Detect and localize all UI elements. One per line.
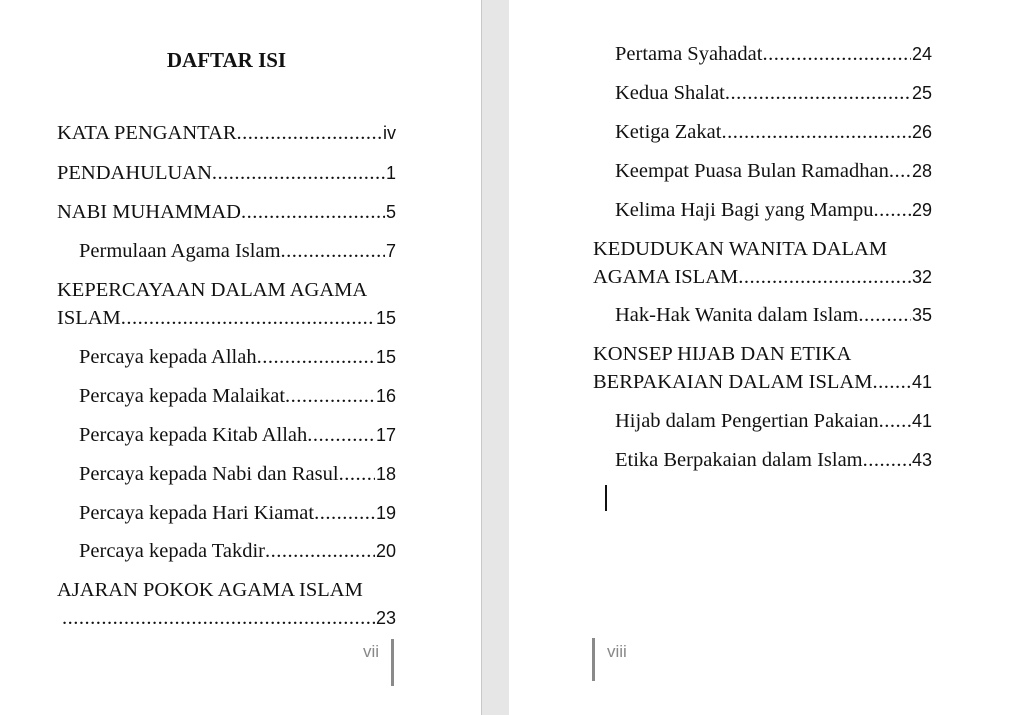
- dot-leader: [339, 461, 375, 487]
- footer-margin-marker: [391, 639, 394, 686]
- toc-page-number: 7: [385, 241, 396, 261]
- toc-entry-line: [615, 302, 932, 328]
- toc-entry-title: Ketiga Zakat: [615, 121, 722, 143]
- toc-entry-title: BERPAKAIAN DALAM ISLAM: [593, 371, 873, 393]
- page-gutter: [481, 0, 510, 715]
- toc-entry-title: Percaya kepada Nabi dan Rasul: [79, 463, 339, 485]
- toc-page-number: 26: [911, 122, 932, 142]
- toc-entry-title: AGAMA ISLAM: [593, 266, 739, 288]
- footer-margin-marker: [592, 638, 595, 681]
- toc-page-number: 25: [911, 83, 932, 103]
- dot-leader: [307, 422, 375, 448]
- toc-entry-line: [593, 264, 932, 290]
- toc-page-number: 41: [911, 411, 932, 431]
- toc-entry-title: PENDAHULUAN: [57, 162, 212, 184]
- toc-page-number: 29: [911, 200, 932, 220]
- dot-leader: [265, 538, 375, 564]
- toc-entry-line: [615, 158, 932, 184]
- toc-page-number: 32: [911, 267, 932, 287]
- toc-page-number: 17: [375, 425, 396, 445]
- page-number-right: viii: [607, 642, 627, 661]
- toc-entry-heading-line: AJARAN POKOK AGAMA ISLAM: [57, 579, 363, 601]
- toc-entry-title: Percaya kepada Takdir: [79, 540, 266, 562]
- dot-leader: [281, 238, 385, 264]
- toc-entry-title: Keempat Puasa Bulan Ramadhan: [615, 160, 889, 182]
- toc-entry-line: [62, 605, 396, 631]
- toc-page-number: iv: [383, 123, 396, 143]
- toc-entry-title: ISLAM: [57, 307, 121, 329]
- toc-entry-line: [615, 197, 932, 223]
- toc-entry-line: [79, 344, 396, 370]
- toc-page-number: 20: [375, 541, 396, 561]
- toc-entry-line: [57, 199, 396, 225]
- toc-entry-line: [79, 461, 396, 487]
- dot-leader: [738, 264, 911, 290]
- dot-leader: [257, 344, 375, 370]
- toc-page-number: 35: [911, 305, 932, 325]
- toc-entry-line: [615, 41, 932, 67]
- dot-leader: [879, 408, 911, 434]
- toc-entry-line: [57, 305, 396, 331]
- dot-leader: [863, 447, 911, 473]
- toc-entry-title: Pertama Syahadat: [615, 43, 763, 65]
- dot-leader: [121, 305, 375, 331]
- toc-page-number: 15: [375, 308, 396, 328]
- dot-leader: [858, 302, 911, 328]
- toc-page-number: 16: [375, 386, 396, 406]
- dot-leader: [872, 369, 911, 395]
- dot-leader: [62, 605, 375, 631]
- toc-title: DAFTAR ISI: [166, 48, 287, 72]
- toc-page-number: 19: [375, 503, 396, 523]
- toc-entry-line: [79, 422, 396, 448]
- toc-page-number: 18: [375, 464, 396, 484]
- toc-entry-line: [79, 538, 396, 564]
- toc-page-number: 5: [385, 202, 396, 222]
- toc-entry-line: [57, 160, 396, 186]
- dot-leader: [237, 120, 382, 146]
- dot-leader: [285, 383, 375, 409]
- dot-leader: [212, 160, 385, 186]
- toc-page-number: 41: [911, 372, 932, 392]
- toc-entry-line: [615, 80, 932, 106]
- toc-entry-line: [593, 369, 932, 395]
- toc-entry-title: Percaya kepada Kitab Allah: [79, 424, 308, 446]
- dot-leader: [873, 197, 910, 223]
- toc-page-number: 23: [375, 608, 396, 628]
- dot-leader: [721, 119, 911, 145]
- right-page[interactable]: [509, 0, 1015, 715]
- toc-page-number: 1: [385, 163, 396, 183]
- toc-entry-line: [79, 500, 396, 526]
- toc-entry-heading-line: KEPERCAYAAN DALAM AGAMA: [57, 279, 368, 301]
- toc-entry-line: [615, 408, 932, 434]
- toc-page-number: 43: [911, 450, 932, 470]
- toc-entry-title: Etika Berpakaian dalam Islam: [615, 449, 863, 471]
- toc-entry-title: Permulaan Agama Islam: [79, 240, 281, 262]
- toc-entry-line: [79, 383, 396, 409]
- left-page[interactable]: [0, 0, 481, 715]
- toc-entry-line: [79, 238, 396, 264]
- toc-entry-title: Percaya kepada Malaikat: [79, 385, 286, 407]
- toc-entry-heading-line: KONSEP HIJAB DAN ETIKA: [593, 343, 852, 365]
- toc-page-number: 28: [911, 161, 932, 181]
- toc-entry-heading-line: KEDUDUKAN WANITA DALAM: [593, 238, 888, 260]
- toc-entry-title: Percaya kepada Hari Kiamat: [79, 502, 315, 524]
- dot-leader: [762, 41, 911, 67]
- page-number-left: vii: [363, 642, 380, 661]
- toc-entry-title: KATA PENGANTAR: [57, 122, 237, 144]
- dot-leader: [241, 199, 385, 225]
- toc-entry-title: Percaya kepada Allah: [79, 346, 257, 368]
- toc-entry-title: Kelima Haji Bagi yang Mampu: [615, 199, 874, 221]
- toc-page-number: 15: [375, 347, 396, 367]
- dot-leader: [314, 500, 375, 526]
- toc-page-number: 24: [911, 44, 932, 64]
- toc-entry-line: [615, 447, 932, 473]
- dot-leader: [725, 80, 911, 106]
- toc-entry-title: Hijab dalam Pengertian Pakaian: [615, 410, 879, 432]
- toc-entry-title: Kedua Shalat: [615, 82, 725, 104]
- toc-entry-line: [615, 119, 932, 145]
- toc-entry-line: [57, 120, 396, 146]
- dot-leader: [889, 158, 911, 184]
- toc-entry-title: Hak-Hak Wanita dalam Islam: [615, 304, 859, 326]
- toc-entry-title: NABI MUHAMMAD: [57, 201, 241, 223]
- text-cursor: [605, 485, 607, 511]
